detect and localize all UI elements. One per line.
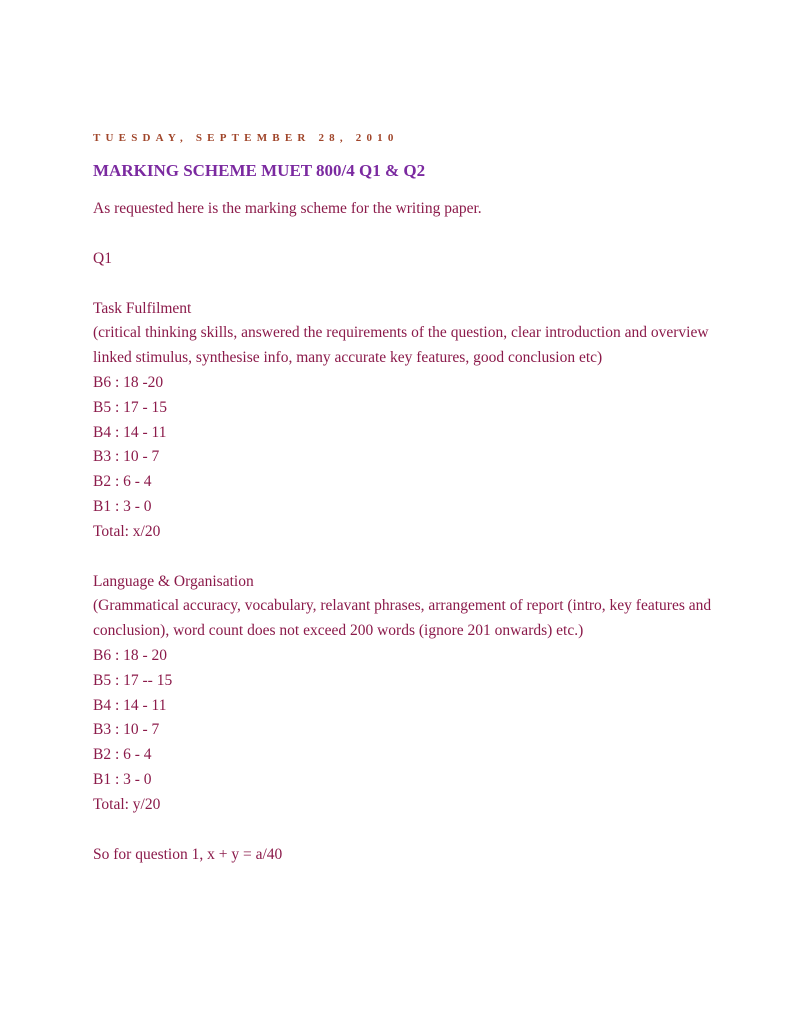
language-organisation-section [93, 570, 713, 818]
band-row: B1 : 3 - 0 [93, 770, 152, 788]
band-row: B4 : 14 - 11 [93, 423, 167, 441]
section-description: (critical thinking skills, answered the requirements of the question, clear introduction and overview linked stimulus, synthesise info, many accurate key features, good conclusion etc) [93, 324, 709, 367]
band-row: B2 : 6 - 4 [93, 473, 152, 491]
section-total: Total: y/20 [93, 795, 161, 813]
task-fulfilment-section [93, 297, 713, 545]
section-total: Total: x/20 [93, 522, 161, 540]
post-title[interactable]: MARKING SCHEME MUET 800/4 Q1 & Q2 [93, 161, 426, 180]
band-row: B1 : 3 - 0 [93, 497, 152, 515]
blog-post [93, 128, 713, 867]
post-date: TUESDAY, SEPTEMBER 28, 2010 [93, 132, 399, 144]
band-row: B3 : 10 - 7 [93, 448, 160, 466]
band-row: B3 : 10 - 7 [93, 721, 160, 739]
section-description: (Grammatical accuracy, vocabulary, relavant phrases, arrangement of report (intro, key features and conclusion), word count does not exceed 200 words (ignore 201 onwards) etc.) [93, 597, 712, 640]
question-label: Q1 [93, 249, 112, 267]
band-row: B6 : 18 -20 [93, 373, 164, 391]
section-heading: Language & Organisation [93, 572, 254, 590]
band-row: B6 : 18 - 20 [93, 646, 168, 664]
band-row: B2 : 6 - 4 [93, 746, 152, 764]
intro-text: As requested here is the marking scheme for the writing paper. [93, 200, 482, 217]
band-row: B4 : 14 - 11 [93, 696, 167, 714]
band-row: B5 : 17 -- 15 [93, 671, 173, 689]
summary-text: So for question 1, x + y = a/40 [93, 845, 283, 863]
section-heading: Task Fulfilment [93, 299, 192, 317]
band-row: B5 : 17 - 15 [93, 398, 168, 416]
